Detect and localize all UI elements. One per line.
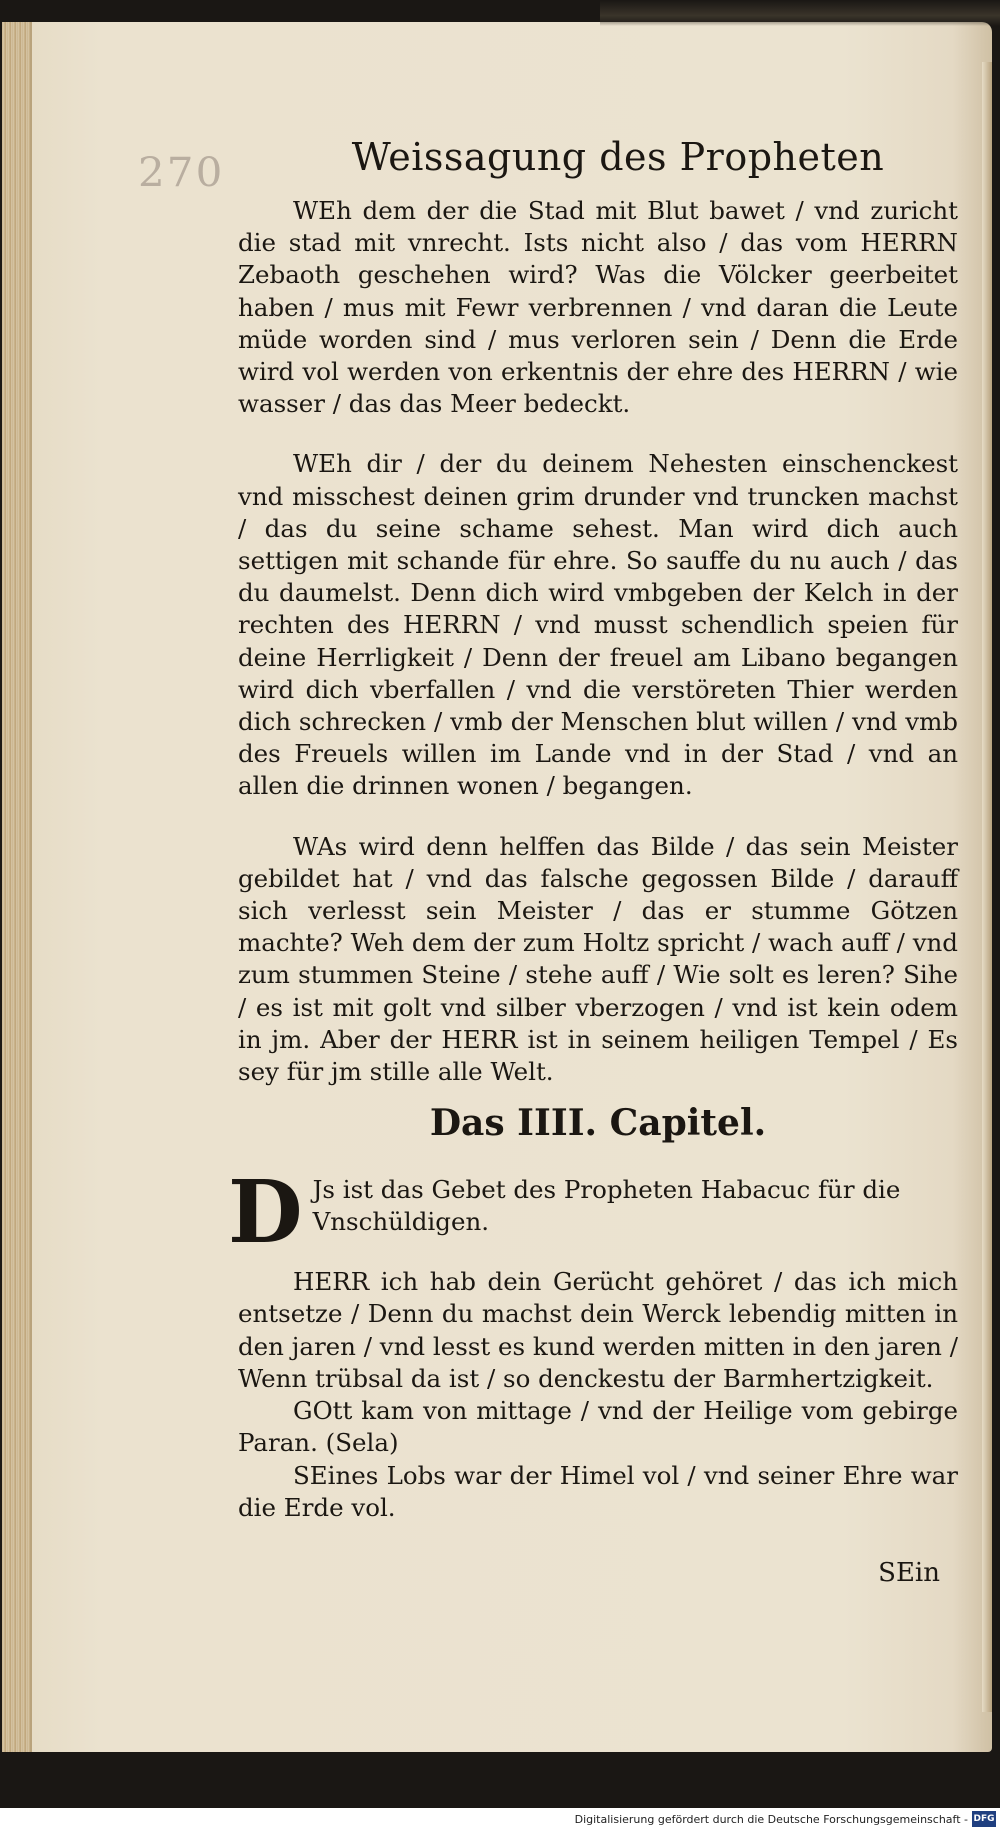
verse-3: SEines Lobs war der Himel vol / vnd seiner Ehre war die Erde vol. — [238, 1460, 958, 1522]
paragraph-3: WAs wird denn helffen das Bilde / das sein Meister gebildet hat / vnd das falsche gegossen Bilde / darauff sich verlesst sein Meister / das er stumme Götzen machte? Weh dem der zum Holtz spricht / wach auff / vnd zum stummen Steine / stehe auff / Wie solt es leren? Sihe / es ist mit golt vnd silber vberzogen / vnd ist kein odem in jm. Aber der HERR ist in seinem heiligen Tempel / Es sey für jm stille alle Welt. — [238, 831, 958, 1087]
chapter-intro-text: Js ist das Gebet des Propheten Habacuc für die Vnschüldigen. — [312, 1175, 901, 1237]
paragraph-1: WEh dem der die Stad mit Blut bawet / vnd zuricht die stad mit vnrecht. Ists nicht also / das vom HERRN Zebaoth geschehen wird? Was die Völcker geerbeitet haben / mus mit Fewr verbrennen / vnd daran die Leute müde worden sind / mus verloren sein / Denn die Erde wird vol werden von erkentnis der ehre des HERRN / wie wasser / das das Meer bedeckt. — [238, 196, 958, 419]
page-content — [228, 135, 958, 1588]
footer-credit: Digitalisierung gefördert durch die Deutsche Forschungsgemeinschaft - — [574, 1813, 968, 1826]
dfg-logo: DFG — [972, 1811, 996, 1827]
drop-cap: D — [228, 1162, 303, 1264]
top-shadow — [600, 0, 1000, 26]
verse-2: GOtt kam von mittage / vnd der Heilige vom gebirge Paran. (Sela) — [238, 1396, 958, 1458]
page-stack-edges — [2, 22, 32, 1752]
catchword: SEin — [878, 1557, 940, 1588]
paragraph-2: WEh dir / der du deinem Nehesten einschenckest vnd misschest deinen grim drunder vnd truncken machst / das du seine schame sehest. Man wird dich auch settigen mit schande für ehre. So sauffe du nu auch / das du daumelst. Denn dich wird vmbgeben der Kelch in der rechten des HERRN / vnd musst schendlich speien für deine Herrligkeit / Denn der freuel am Libano begangen wird dich vberfallen / vnd die verstöreten Thier werden dich schrecken / vmb der Menschen blut willen / vnd vmb des Freuels willen im Lande vnd in der Stad / vnd an allen die drinnen wonen / begangen. — [238, 449, 958, 801]
page-right-edge — [982, 62, 992, 1712]
chapter-title: Das IIII. Capitel. — [429, 1102, 767, 1145]
chapter-intro — [228, 1162, 958, 1264]
page-number: 270 — [137, 150, 225, 196]
running-header: Weissagung des Propheten — [351, 135, 885, 179]
verse-1: HERR ich hab dein Gerücht gehöret / das ich mich entsetze / Denn du machst dein Werck lebendig mitten in den jaren / vnd lesst es kund werden mitten in den jaren / Wenn trübsal da ist / so denckestu der Barmhertzigkeit. — [238, 1267, 958, 1393]
